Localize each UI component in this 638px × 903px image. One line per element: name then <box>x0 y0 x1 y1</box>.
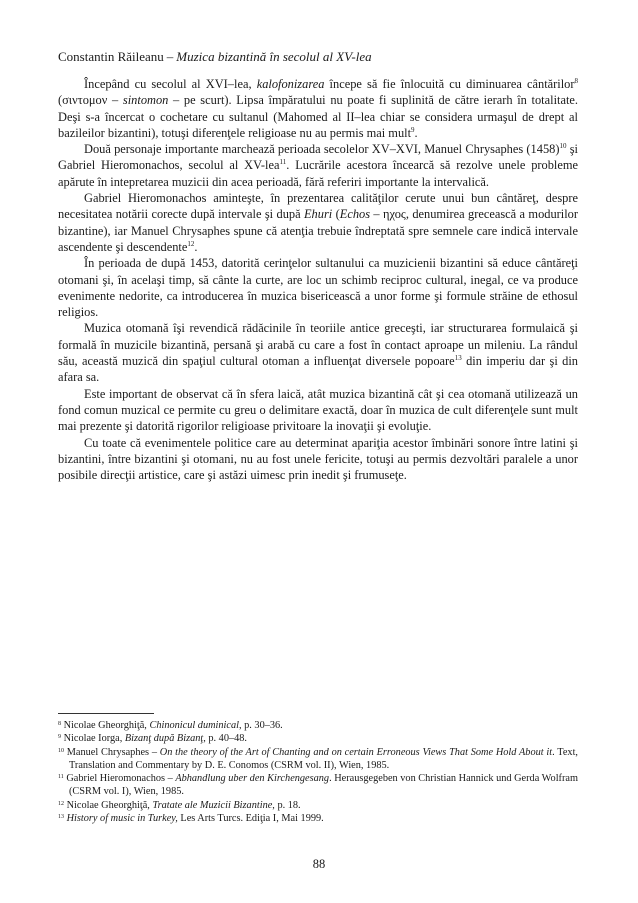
italic-title: Chinonicul duminical <box>149 720 239 731</box>
text-run: . Herausgegeben von Christian Hannick und Gerda Wolfram (CSRM vol. I), Wien, 1985. <box>69 773 578 798</box>
footnote-ref[interactable]: 13 <box>454 354 462 363</box>
paragraph <box>58 255 578 320</box>
italic-title: History of music in Turkey, <box>66 813 178 825</box>
italic-term: sintomon <box>122 93 169 108</box>
footnote-ref[interactable]: 9 <box>411 125 415 134</box>
text-run: Gabriel Hieromonachos – <box>63 773 176 785</box>
footnote-number: 10 <box>58 747 64 754</box>
footnote <box>58 732 578 745</box>
text-run: – ηχος, denumirea grecească a modurilor bizantine), iar Manuel Chrysaphes spune că atenţia trebuie îndreptată spre semnele care indică intervale ascendente şi descendente <box>58 207 578 254</box>
text-run: ( <box>332 207 340 222</box>
footnote-ref[interactable]: 10 <box>559 142 567 151</box>
text-run: Manuel Chrysaphes – <box>64 746 160 758</box>
text-run: Les Arts Turcs. Ediţia I, Mai 1999. <box>177 813 324 825</box>
text-run: Nicolae Gheorghiţă, <box>61 720 150 731</box>
text-run: (σιντομον – <box>58 93 123 108</box>
footnote-ref[interactable]: 11 <box>279 158 287 167</box>
header-title: Muzica bizantină în secolul al XV-lea <box>176 49 372 64</box>
text-run: . Text, Translation and Commentary by D. E. Conomos (CSRM vol. II), Wien, 1985. <box>69 746 578 771</box>
text-run: Începând cu secolul al XVI–lea, <box>84 77 257 91</box>
italic-term: Echos <box>339 207 371 222</box>
footnote <box>58 719 578 732</box>
footnotes <box>58 719 578 825</box>
italic-term: kalofonizarea <box>256 77 325 91</box>
italic-title: Tratate ale Muzicii Bizantine <box>152 799 273 811</box>
text-run: Nicolae Iorga, <box>61 733 125 745</box>
footnote-number: 8 <box>58 721 61 727</box>
text-run: şi Gabriel Hieromonachos, secolul al XV-lea <box>58 142 578 173</box>
paragraph <box>58 76 578 141</box>
paragraph <box>58 435 578 484</box>
footnote <box>58 812 578 825</box>
italic-title: Bizanţ după Bizanţ <box>124 733 204 745</box>
text-run: . <box>194 239 198 254</box>
text-run: , p. 40–48. <box>203 733 247 745</box>
running-header <box>58 49 372 65</box>
paragraph <box>58 141 578 190</box>
paragraph <box>58 386 578 435</box>
text-run: , p. 18. <box>272 799 301 811</box>
italic-title: On the theory of the Art of Chanting and on certain Erroneous Views That Some Hold About it <box>159 746 553 758</box>
text-run: Două personaje importante marchează perioada secolelor XV–XVI, Manuel Chrysaphes (1458) <box>84 142 560 157</box>
text-run: Gabriel Hieromonachos aminteşte, în prezentarea calităţilor cerute unui bun cântăreţ, despre necesitatea notării corecte după intervale şi după <box>58 191 578 222</box>
footnote-number: 9 <box>58 734 61 741</box>
header-separator: – <box>166 49 174 64</box>
text-run: din imperiu dar şi din afara sa. <box>58 354 578 385</box>
footnote-divider <box>58 713 154 714</box>
text-run: Nicolae Gheorghiţă, <box>64 799 153 811</box>
footnote <box>58 746 578 773</box>
header-author: Constantin Răileanu <box>58 49 164 64</box>
italic-term: Ehuri <box>303 207 333 222</box>
paragraph <box>58 190 578 255</box>
footnote <box>58 772 578 799</box>
text-run: , p. 30–36. <box>238 720 283 731</box>
text-run: Muzica otomană îşi revendică rădăcinile în teoriile antice greceşti, iar structurarea formulaică şi formală în muzicile bizantină, persană şi arabă cu care a fost în contact aproape un mileniu. La rândul său, această muzică din spaţiul cultural otoman a influenţat diversele popoare <box>58 321 578 369</box>
paragraph <box>58 320 578 385</box>
italic-title: Abhandlung uber den Kirchengesang <box>175 773 330 785</box>
text-run: În perioada de după 1453, datorită cerinţelor sultanului ca muzicienii bizantini să educe cântăreţi otomani şi, în acelaşi timp, să cânte la curte, are loc un schimb reciproc cultural, inegal, ce va produce evenimente nedorite, ca introducerea în muzica bisericească a unor forme şi formule străine de ethosul religios. <box>58 256 578 320</box>
footnote-ref[interactable]: 12 <box>187 239 195 248</box>
footnote-number: 12 <box>58 800 64 807</box>
body-text <box>58 76 578 483</box>
footnote-number: 11 <box>58 774 64 781</box>
text-run: începe să fie înlocuită cu diminuarea cântărilor <box>324 77 575 91</box>
footnote <box>58 799 578 812</box>
text-run: . <box>414 125 418 140</box>
text-run: Cu toate că evenimentele politice care au determinat apariţia acestor îmbinări sonore între latini şi bizantini, între bizantini şi otomani, nu au fost unele fericite, totuşi au permis dezvoltări paralele a unor posibile direcţii artistice, care şi astăzi uimesc prin inedit şi frumuseţe. <box>58 435 578 483</box>
footnote-ref[interactable]: 8 <box>574 77 578 85</box>
text-run: Este important de observat că în sfera laică, atât muzica bizantină cât şi cea otomană utilizează un fond comun muzical ce permite cu greu o delimitare exactă, doar în muzica de cult diferenţele sunt mult mai prezente şi datorită rigorilor religioase privitoare la inovaţii şi evoluţie. <box>58 386 578 434</box>
text-run: – pe scurt). Lipsa împăratului nu poate fi suplinită de către ierarh în totalitate. Deşi s-a încercat o cochetare cu sultanul (Mahomed al II–lea chiar se considera urmaşul de drept al bazileilor bizantini), totuşi diferenţele religioase nu au permis mai mult <box>58 93 578 140</box>
text-run: . Lucrările acestora încearcă să rezolve unele probleme apărute în intepretarea muzicii din acea perioadă, fără referiri importante la intervalică. <box>58 158 578 189</box>
footnote-number: 13 <box>58 814 64 821</box>
page-number: 88 <box>312 857 326 871</box>
